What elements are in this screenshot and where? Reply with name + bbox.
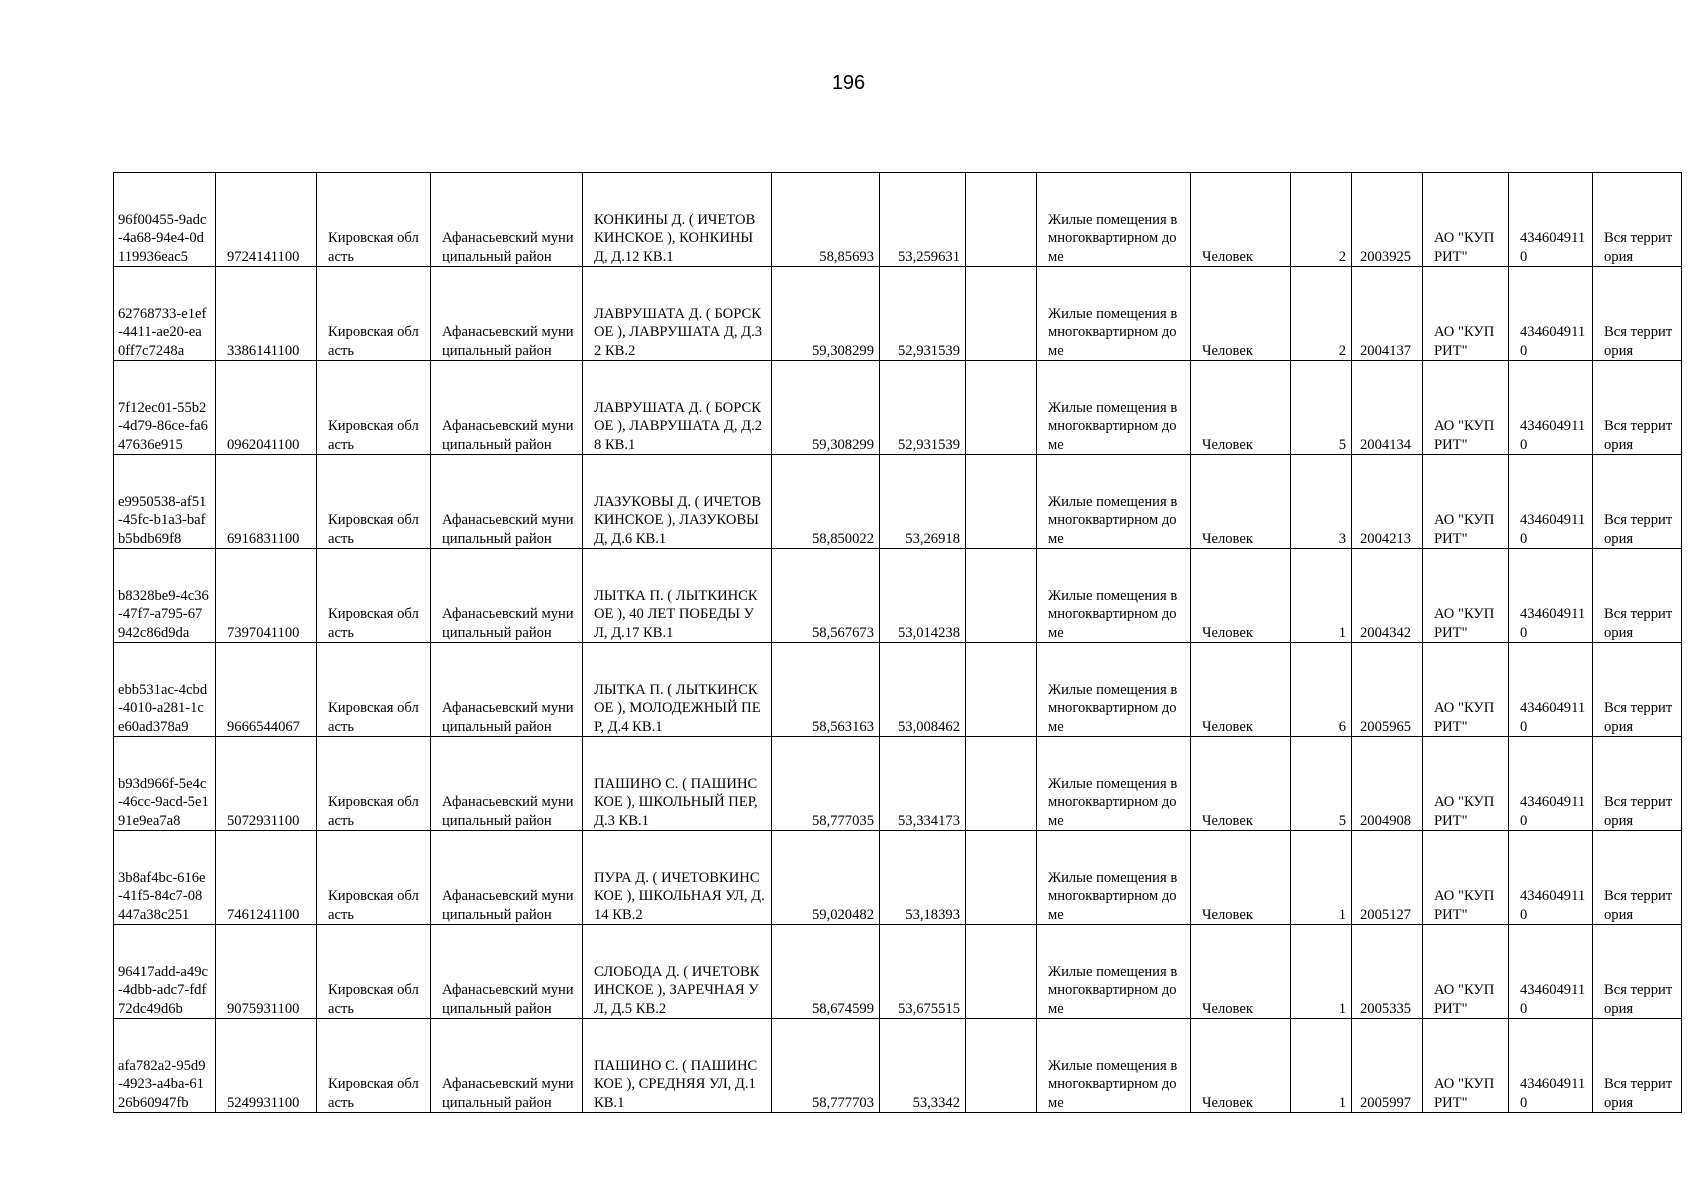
cell-premises-type: Жилые помещения в многоквартирном доме [1037,737,1191,831]
cell-id: 96417add-a49c-4dbb-adc7-fdf72dc49d6b [114,925,216,1019]
cell-organization: АО "КУПРИТ" [1423,361,1509,455]
cell-district: Афанасьевский муниципальный район [431,455,583,549]
cell-blank [966,361,1037,455]
cell-unit: Человек [1191,831,1291,925]
cell-unit: Человек [1191,1019,1291,1113]
cell-code: 9666544067 [216,643,317,737]
cell-scope: Вся территория [1593,1019,1682,1113]
cell-id: b8328be9-4c36-47f7-a795-67942c86d9da [114,549,216,643]
cell-organization: АО "КУПРИТ" [1423,455,1509,549]
cell-region: Кировская область [317,643,431,737]
cell-scope: Вся территория [1593,925,1682,1019]
cell-id: 96f00455-9adc-4a68-94e4-0d119936eac5 [114,173,216,267]
cell-organization: АО "КУПРИТ" [1423,173,1509,267]
cell-scope: Вся территория [1593,267,1682,361]
cell-longitude: 53,3342 [880,1019,966,1113]
cell-code: 7461241100 [216,831,317,925]
cell-blank [966,1019,1037,1113]
cell-id: 62768733-e1ef-4411-ae20-ea0ff7c7248a [114,267,216,361]
cell-region: Кировская область [317,737,431,831]
cell-code: 3386141100 [216,267,317,361]
cell-code: 6916831100 [216,455,317,549]
cell-district: Афанасьевский муниципальный район [431,361,583,455]
cell-organization: АО "КУПРИТ" [1423,831,1509,925]
cell-latitude: 58,674599 [772,925,880,1019]
cell-address: ЛАВРУШАТА Д. ( БОРСКОЕ ), ЛАВРУШАТА Д, Д.32 КВ.2 [583,267,772,361]
cell-region: Кировская область [317,267,431,361]
cell-premises-type: Жилые помещения в многоквартирном доме [1037,455,1191,549]
cell-inn: 4346049110 [1509,831,1593,925]
cell-organization: АО "КУПРИТ" [1423,267,1509,361]
cell-organization: АО "КУПРИТ" [1423,549,1509,643]
cell-district: Афанасьевский муниципальный район [431,737,583,831]
cell-code: 0962041100 [216,361,317,455]
cell-unit: Человек [1191,455,1291,549]
cell-unit: Человек [1191,361,1291,455]
cell-district: Афанасьевский муниципальный район [431,173,583,267]
table-row [114,267,1682,361]
cell-id: ebb531ac-4cbd-4010-a281-1ce60ad378a9 [114,643,216,737]
cell-premises-type: Жилые помещения в многоквартирном доме [1037,361,1191,455]
cell-id: b93d966f-5e4c-46cc-9acd-5e191e9ea7a8 [114,737,216,831]
cell-district: Афанасьевский муниципальный район [431,549,583,643]
cell-longitude: 52,931539 [880,361,966,455]
cell-longitude: 53,675515 [880,925,966,1019]
cell-premises-type: Жилые помещения в многоквартирном доме [1037,925,1191,1019]
cell-scope: Вся территория [1593,737,1682,831]
cell-region: Кировская область [317,549,431,643]
table-row [114,643,1682,737]
cell-number: 2005335 [1352,925,1423,1019]
cell-district: Афанасьевский муниципальный район [431,643,583,737]
cell-address: ПУРА Д. ( ИЧЕТОВКИНСКОЕ ), ШКОЛЬНАЯ УЛ, Д.14 КВ.2 [583,831,772,925]
cell-district: Афанасьевский муниципальный район [431,831,583,925]
table-row [114,737,1682,831]
cell-unit: Человек [1191,173,1291,267]
cell-blank [966,549,1037,643]
cell-unit: Человек [1191,549,1291,643]
cell-id: 3b8af4bc-616e-41f5-84c7-08447a38c251 [114,831,216,925]
cell-inn: 4346049110 [1509,267,1593,361]
cell-count: 6 [1291,643,1352,737]
cell-address: КОНКИНЫ Д. ( ИЧЕТОВКИНСКОЕ ), КОНКИНЫ Д, Д.12 КВ.1 [583,173,772,267]
cell-scope: Вся территория [1593,173,1682,267]
cell-region: Кировская область [317,173,431,267]
cell-count: 5 [1291,361,1352,455]
cell-premises-type: Жилые помещения в многоквартирном доме [1037,643,1191,737]
cell-region: Кировская область [317,455,431,549]
cell-longitude: 53,259631 [880,173,966,267]
cell-id: afa782a2-95d9-4923-a4ba-6126b60947fb [114,1019,216,1113]
cell-id: e9950538-af51-45fc-b1a3-bafb5bdb69f8 [114,455,216,549]
cell-count: 1 [1291,831,1352,925]
cell-address: ЛАЗУКОВЫ Д. ( ИЧЕТОВКИНСКОЕ ), ЛАЗУКОВЫ Д, Д.6 КВ.1 [583,455,772,549]
cell-longitude: 53,014238 [880,549,966,643]
cell-address: ПАШИНО С. ( ПАШИНСКОЕ ), СРЕДНЯЯ УЛ, Д.1 КВ.1 [583,1019,772,1113]
table-row [114,831,1682,925]
cell-premises-type: Жилые помещения в многоквартирном доме [1037,1019,1191,1113]
cell-blank [966,643,1037,737]
table-row [114,1019,1682,1113]
cell-blank [966,925,1037,1019]
cell-organization: АО "КУПРИТ" [1423,643,1509,737]
cell-longitude: 53,334173 [880,737,966,831]
page-number: 196 [831,72,866,94]
cell-inn: 4346049110 [1509,173,1593,267]
cell-organization: АО "КУПРИТ" [1423,925,1509,1019]
cell-longitude: 53,26918 [880,455,966,549]
cell-inn: 4346049110 [1509,737,1593,831]
cell-number: 2004908 [1352,737,1423,831]
cell-district: Афанасьевский муниципальный район [431,1019,583,1113]
cell-organization: АО "КУПРИТ" [1423,737,1509,831]
cell-count: 1 [1291,925,1352,1019]
cell-premises-type: Жилые помещения в многоквартирном доме [1037,831,1191,925]
cell-blank [966,173,1037,267]
cell-inn: 4346049110 [1509,1019,1593,1113]
cell-district: Афанасьевский муниципальный район [431,925,583,1019]
cell-latitude: 59,308299 [772,267,880,361]
cell-unit: Человек [1191,925,1291,1019]
cell-scope: Вся территория [1593,549,1682,643]
cell-premises-type: Жилые помещения в многоквартирном доме [1037,267,1191,361]
cell-latitude: 58,85693 [772,173,880,267]
cell-longitude: 53,18393 [880,831,966,925]
table-body [114,173,1682,1113]
cell-count: 1 [1291,1019,1352,1113]
cell-latitude: 58,567673 [772,549,880,643]
table-row [114,549,1682,643]
cell-latitude: 58,563163 [772,643,880,737]
cell-code: 9075931100 [216,925,317,1019]
cell-number: 2004137 [1352,267,1423,361]
cell-longitude: 53,008462 [880,643,966,737]
cell-unit: Человек [1191,267,1291,361]
cell-blank [966,831,1037,925]
cell-region: Кировская область [317,925,431,1019]
cell-organization: АО "КУПРИТ" [1423,1019,1509,1113]
cell-number: 2005997 [1352,1019,1423,1113]
cell-count: 1 [1291,549,1352,643]
cell-count: 5 [1291,737,1352,831]
cell-inn: 4346049110 [1509,925,1593,1019]
cell-number: 2004134 [1352,361,1423,455]
table-row [114,455,1682,549]
cell-address: ЛАВРУШАТА Д. ( БОРСКОЕ ), ЛАВРУШАТА Д, Д.28 КВ.1 [583,361,772,455]
cell-count: 3 [1291,455,1352,549]
cell-code: 9724141100 [216,173,317,267]
cell-number: 2003925 [1352,173,1423,267]
cell-longitude: 52,931539 [880,267,966,361]
cell-address: ПАШИНО С. ( ПАШИНСКОЕ ), ШКОЛЬНЫЙ ПЕР, Д.3 КВ.1 [583,737,772,831]
cell-code: 5072931100 [216,737,317,831]
cell-latitude: 59,308299 [772,361,880,455]
cell-region: Кировская область [317,831,431,925]
cell-id: 7f12ec01-55b2-4d79-86ce-fa647636e915 [114,361,216,455]
cell-inn: 4346049110 [1509,455,1593,549]
cell-code: 5249931100 [216,1019,317,1113]
cell-number: 2004342 [1352,549,1423,643]
cell-count: 2 [1291,267,1352,361]
cell-unit: Человек [1191,643,1291,737]
cell-district: Афанасьевский муниципальный район [431,267,583,361]
cell-region: Кировская область [317,1019,431,1113]
cell-scope: Вся территория [1593,455,1682,549]
cell-blank [966,737,1037,831]
cell-scope: Вся территория [1593,361,1682,455]
cell-unit: Человек [1191,737,1291,831]
cell-number: 2005965 [1352,643,1423,737]
cell-premises-type: Жилые помещения в многоквартирном доме [1037,173,1191,267]
cell-scope: Вся территория [1593,643,1682,737]
cell-latitude: 58,777703 [772,1019,880,1113]
cell-number: 2004213 [1352,455,1423,549]
table-row [114,925,1682,1019]
table-row [114,173,1682,267]
cell-blank [966,267,1037,361]
registry-table [113,172,1682,1113]
table-row [114,361,1682,455]
cell-inn: 4346049110 [1509,549,1593,643]
cell-code: 7397041100 [216,549,317,643]
cell-scope: Вся территория [1593,831,1682,925]
cell-number: 2005127 [1352,831,1423,925]
cell-latitude: 59,020482 [772,831,880,925]
cell-region: Кировская область [317,361,431,455]
cell-inn: 4346049110 [1509,643,1593,737]
cell-inn: 4346049110 [1509,361,1593,455]
cell-address: СЛОБОДА Д. ( ИЧЕТОВКИНСКОЕ ), ЗАРЕЧНАЯ УЛ, Д.5 КВ.2 [583,925,772,1019]
cell-latitude: 58,777035 [772,737,880,831]
cell-address: ЛЫТКА П. ( ЛЫТКИНСКОЕ ), МОЛОДЕЖНЫЙ ПЕР, Д.4 КВ.1 [583,643,772,737]
cell-blank [966,455,1037,549]
cell-latitude: 58,850022 [772,455,880,549]
cell-address: ЛЫТКА П. ( ЛЫТКИНСКОЕ ), 40 ЛЕТ ПОБЕДЫ УЛ, Д.17 КВ.1 [583,549,772,643]
cell-premises-type: Жилые помещения в многоквартирном доме [1037,549,1191,643]
cell-count: 2 [1291,173,1352,267]
